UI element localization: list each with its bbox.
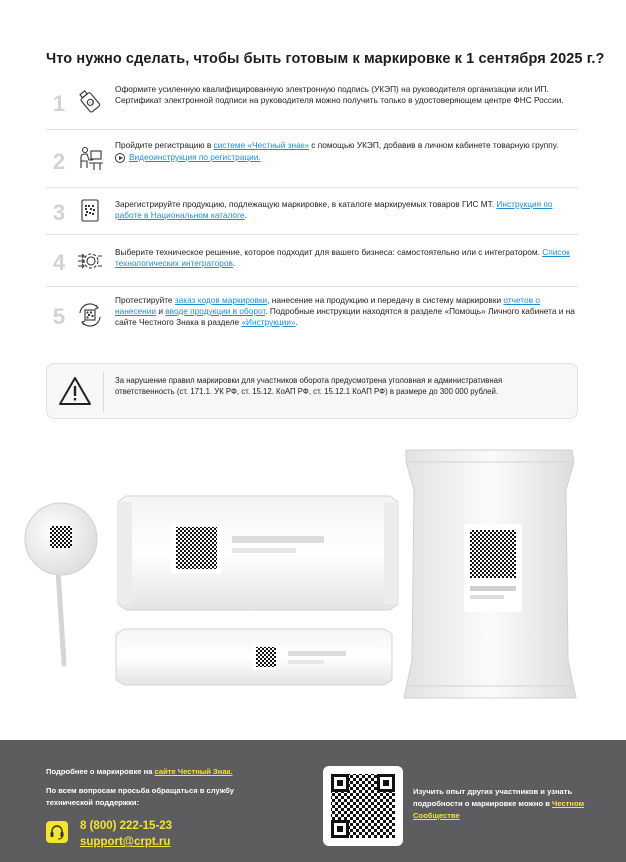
small-bar-datamatrix [256,647,276,667]
bag-datamatrix [470,530,516,578]
support-text: По всем вопросам просьба обращаться в службу технической поддержки: [46,786,234,807]
svg-text:+1: +1 [88,101,94,105]
step-2 [46,130,578,188]
datamatrix-cycle-icon [76,301,104,329]
video-instruction-link[interactable]: Видеоинструкция по регистрации. [129,152,261,162]
datamatrix-document-icon [76,197,104,225]
support-phone[interactable]: 8 (800) 222-15-23 [80,820,173,832]
bar-wrapper-product [118,496,398,610]
footer [0,740,626,862]
step-5 [46,287,578,341]
national-catalog-link[interactable]: Инструкция по работе в Национальном каталоге [115,199,553,220]
step-text: Выберите техническое решение, которое подходит для вашего бизнеса: самостоятельно или с интегратором. Список технологических интеграторов. [115,247,570,268]
qr-code[interactable] [323,766,403,846]
code-order-link[interactable]: заказ кодов маркировки [174,295,268,305]
play-icon [115,153,125,163]
products-illustration [0,430,626,730]
page-title: Что нужно сделать, чтобы быть готовым к маркировке к 1 сентября 2025 г.? [46,51,605,67]
step-1 [46,78,578,130]
warning-divider [103,372,104,412]
step-text: Оформите усиленную квалифицированную электронную подпись (УКЭП) на руководителя организации или ИП. Сертификат электронной подписи на руководителя можно получить только в удостоверяющем центре ФНС России. [115,84,564,105]
usb-key-icon [76,88,104,116]
video-instruction-row[interactable] [115,152,577,163]
step-text: Протестируйте заказ кодов маркировки, нанесение на продукцию и передачу в систему маркировки отчетов о нанесении и вводе продукции в оборот. Подробные инструкции находятся в разделе «Помощь» Личного кабинета и на сайте Честного Знака в разделе «Инструкции». [115,295,575,327]
person-at-computer-icon [76,145,104,173]
lollipop-datamatrix [50,526,72,548]
support-email[interactable]: support@crpt.ru [80,836,171,848]
more-info: Подробнее о маркировке на сайте Честный Знак. [46,767,233,776]
gear-arrows-icon [76,247,104,275]
step-3 [46,188,578,235]
step-number: 4 [52,250,66,275]
step-text: Пройдите регистрацию в системе «Честный знак» с помощью УКЭП, добавив в личном кабинете товарную группу. Видеоинструкция по регистрации. [115,140,577,163]
circulation-input-link[interactable]: вводе продукции в оборот [165,306,266,316]
step-number: 2 [52,149,66,174]
step-number: 5 [52,304,66,329]
application-reports-link[interactable]: отчетов о нанесении [115,295,540,316]
integrators-list-link[interactable]: Список технологических интеграторов [115,247,570,268]
small-bar-product [116,629,392,685]
community-text: Изучить опыт других участников и узнать подробности о маркировке можно в Честном Сообществе [413,787,585,820]
registration-link[interactable]: системе «Честный знак» [213,140,309,150]
lollipop-product [25,503,97,664]
bar-datamatrix [176,527,217,569]
step-text: Зарегистрируйте продукцию, подлежащую маркировке, в каталоге маркируемых товаров ГИС МТ. Инструкция по работе в Национальном каталоге. [115,199,553,220]
warning-box [46,363,578,419]
instructions-link[interactable]: «Инструкции» [241,317,296,327]
warning-text: За нарушение правил маркировки для участников оборота предусмотрена уголовная и административная ответственность (ст. 171.1. УК РФ, ст. 15.12. КоАП РФ, ст. 15.12.1 КоАП РФ) в размере до 300 000 рублей. [115,376,503,396]
step-number: 3 [52,200,66,225]
steps-list [46,78,578,341]
step-4 [46,235,578,287]
warning-triangle-icon [58,375,92,407]
step-number: 1 [52,91,66,116]
headset-icon [46,821,68,843]
bag-product [404,450,576,698]
honest-sign-site-link[interactable]: сайте Честный Знак. [154,767,233,776]
honest-community-link[interactable]: Честном Сообществе [413,799,585,820]
